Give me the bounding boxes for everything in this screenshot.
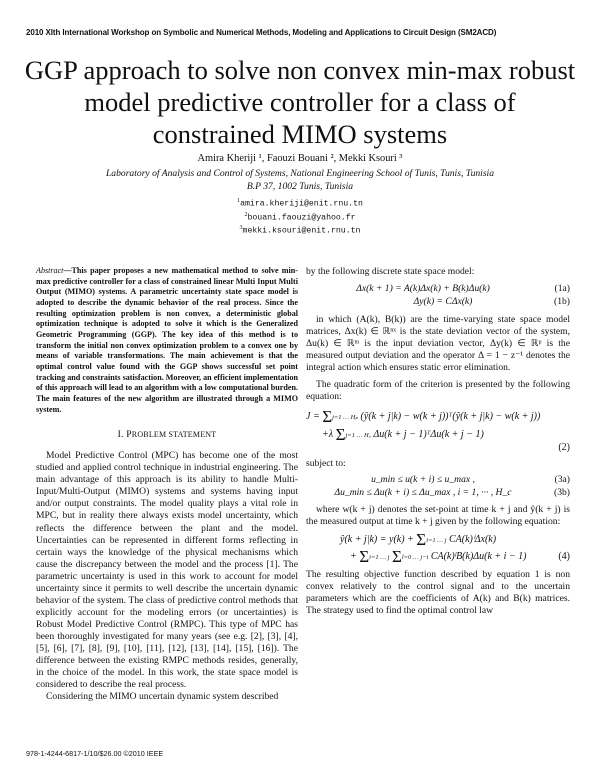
abstract-label: Abstract <box>36 266 64 275</box>
email-line: $^1$amira.kheriji@enit.rnu.tn <box>237 198 363 209</box>
equation-term: CA(k)ˡB(k)Δu(k + i − 1) <box>430 550 527 562</box>
email-link[interactable]: mekki.ksouri@enit.rnu.tn <box>242 227 361 237</box>
section-heading: I. PROBLEM STATEMENT <box>117 429 217 441</box>
title-line: constrained MIMO systems <box>152 119 448 149</box>
sum-symbol: Σ <box>391 546 402 566</box>
equation-1b: Δy(k) = CΔx(k) (1b) <box>413 296 570 308</box>
body-paragraph: where w(k + j) denotes the set-point at time k + j and ŷ(k + j) is the measured output at time k + j given by the following equation: <box>306 503 570 527</box>
conference-header: 2010 XIth International Workshop on Symbolic and Numerical Methods, Modeling and Applications to Circuit Design (SM2ACD) <box>26 28 497 37</box>
equation-term: Δu(k + j − 1)ᵀΔu(k + j − 1) <box>373 428 484 440</box>
body-paragraph: by the following discrete state space model: <box>306 266 475 277</box>
title-line: GGP approach to solve non convex min-max robust <box>24 55 576 85</box>
sum-symbol: Σ <box>322 407 333 427</box>
right-column <box>306 266 570 617</box>
email-link[interactable]: bouani.faouzi@yahoo.fr <box>247 213 356 223</box>
author-list: Amira Kheriji ¹, Faouzi Bouani ², Mekki Ksouri ³ <box>197 153 403 164</box>
equation-number: (4) <box>558 550 570 562</box>
body-paragraph: The resulting objective function described by equation 1 is non convex relatively to the control signal and to the uncertain parameters which are the coefficients of A(k) and B(k) matrices. The strategy used to find the optimal control law <box>306 568 570 617</box>
equation-term: CA(k)ⁱΔx(k) <box>448 533 497 545</box>
equation-number: (3a) <box>554 473 570 485</box>
affiliation-line: B.P 37, 1002 Tunis, Tunisia <box>246 180 354 192</box>
equation-number: (3b) <box>554 486 570 498</box>
body-paragraph: in which (A(k), B(k)) are the time-varying state space model matrices, Δx(k) ∈ ℝⁿˣ is the state deviation vector of the system, Δu(k) ∈ ℝᵐ is the input deviation vector, Δy(k) ∈ ℝᵖ is the measured output deviation and the operator Δ = 1 − z⁻¹ denotes the integral action which ensures static error elimination. <box>306 314 570 374</box>
sum-symbol: Σ <box>416 529 427 549</box>
equation-1a: Δx(k + 1) = A(k)Δx(k) + B(k)Δu(k) (1a) <box>356 283 570 295</box>
author-emails <box>0 196 600 237</box>
email-line: $^3$mekki.ksouri@enit.rnu.tn <box>239 225 361 237</box>
abstract <box>36 266 298 415</box>
abstract-text: —This paper proposes a new mathematical method to solve min-max predictive controller for a class of constrained linear Multi Input Multi Output (MIMO) systems. A parametric uncertainty state space model is adopted to describe the dynamic behavior of the real process. Since the resulting optimization problem is non convex, a deterministic global optimization technique is adopted to solve it which is the Generalized Geometric Programming (GGP). The key idea of this method is to transform the initial non convex optimization problem to a convex one by means of variable transformations. The main achievement is that the optimal control value found with the GGP shows successful set point tracking and constraints satisfaction. Moreover, an efficient implementation of this approach will lead to an algorithm with a low computational burden. The main features of the new algorithm are illustrated through a MIMO system. <box>36 266 298 414</box>
affiliation <box>0 168 600 193</box>
body-paragraph: Considering the MIMO uncertain dynamic system described <box>46 691 279 703</box>
equation-number: (1a) <box>554 283 570 295</box>
equation-4: ŷ(k + j|k) = y(k) + Σi=1 … j CA(k)ⁱΔx(k) + Σi=1 … j Σl=0 … j−i CA(k)ˡB(k)Δu(k + i − 1) (4) <box>340 529 570 566</box>
equation-term: (ŷ(k + j|k) − w(k + j))ᵀ(ŷ(k + j|k) − w(k + j)) <box>360 411 541 423</box>
title-line: model predictive controller for a class of <box>84 87 516 117</box>
equation-number: (2) <box>558 441 570 453</box>
body-paragraph: Model Predictive Control (MPC) has become one of the most studied and applied control technique in industrial engineering. The main advantage of this approach is its ability to handle Multi-Input/Multi-Output (MIMO) systems and systems having input and/or output constraints. The model quality plays a vital role in MPC, but in reality there always exists model uncertainty, which reflects the difference between the plant and the model. Uncertainties can be represented in different forms reflecting in certain ways the knowledge of the physical mechanisms which cause the discrepancy between the model and the process [1]. The parametric uncertainty is used in this work to account for model uncertainty since it permits to well describe the uncertain dynamic behavior of the system. The class of predictive control methods that explicitly account for the modeling errors (or uncertainties) is Robust Model Predictive Control (RMPC). This type of MPC has been thoroughly investigated for many years (see e.g. [2], [3], [4], [5], [6], [7], [8], [9], [10], [11], [12], [13], [14], [15], [16]). The difference between the existing RMPC methods resides, generally, in the choice of the model. In this work, the state space model is considered to describe the real process. <box>36 450 298 691</box>
equation-3b: Δu_min ≤ Δu(k + i) ≤ Δu_max , i = 1, ··· , H_c (3b) <box>334 486 570 498</box>
paper-title <box>20 54 580 150</box>
affiliation-line: Laboratory of Analysis and Control of Systems, National Engineering School of Tunis, Tunis, Tunisia <box>105 168 495 179</box>
equation-number: (1b) <box>554 296 570 308</box>
email-link[interactable]: amira.kheriji@enit.rnu.tn <box>240 199 363 209</box>
sum-symbol: Σ <box>335 424 346 444</box>
body-paragraph: subject to: <box>306 457 346 469</box>
sum-symbol: Σ <box>359 546 370 566</box>
email-line: $^2$bouani.faouzi@yahoo.fr <box>244 211 356 223</box>
copyright-footer: 978-1-4244-6817-1/10/$26.00 ©2010 IEEE <box>26 749 164 758</box>
left-column <box>36 266 298 703</box>
equation-2: J = Σj=1 … Hₚ (ŷ(k + j|k) − w(k + j))ᵀ(ŷ(k + j|k) − w(k + j)) +λ Σj=1 … H꜀ Δu(k + j − 1)ᵀΔu(k + j − 1) (2) <box>306 407 570 453</box>
equation-3a: u_min ≤ u(k + i) ≤ u_max , (3a) <box>371 473 570 485</box>
body-paragraph: The quadratic form of the criterion is presented by the following equation: <box>306 379 570 403</box>
